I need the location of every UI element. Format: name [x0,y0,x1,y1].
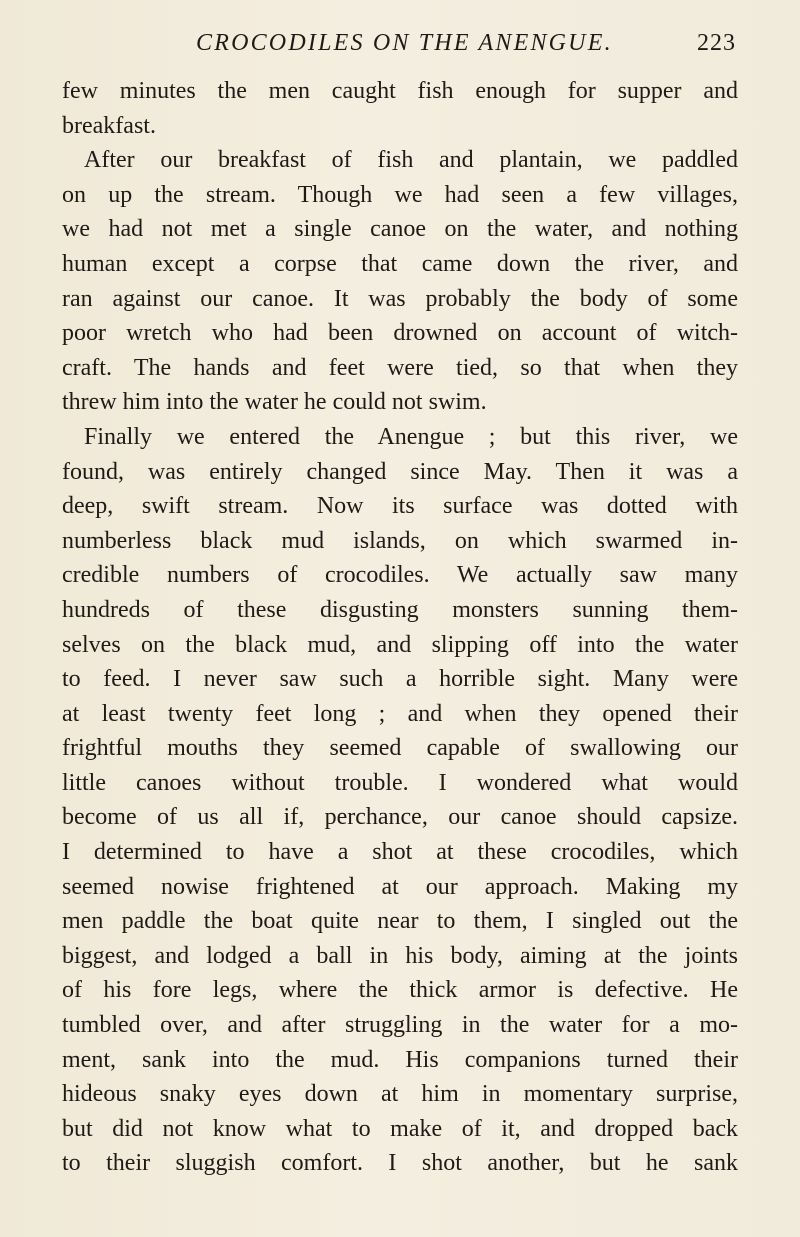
text-line: ment, sank into the mud. His companions turned their [62,1046,738,1073]
text-line: After our breakfast of fish and plantain, we paddled [84,147,738,174]
text-line: numberless black mud islands, on which swarmed in- [62,527,738,554]
text-line: but did not know what to make of it, and dropped back [62,1115,738,1142]
page-number: 223 [697,30,736,56]
text-line: I determined to have a shot at these crocodiles, which [62,839,738,866]
text-line: found, was entirely changed since May. Then it was a [62,458,738,485]
body-text [62,74,738,1181]
text-line: deep, swift stream. Now its surface was dotted with [62,493,738,520]
text-line: of his fore legs, where the thick armor is defective. He [62,977,738,1004]
text-line: to their sluggish comfort. I shot another, but he sank [62,1150,738,1177]
text-line: at least twenty feet long ; and when they opened their [62,700,738,727]
text-line: ran against our canoe. It was probably the body of some [62,285,738,312]
text-line: threw him into the water he could not swim. [62,389,487,416]
text-line: little canoes without trouble. I wondered what would [62,769,738,796]
text-line: on up the stream. Though we had seen a few villages, [62,181,738,208]
text-line: to feed. I never saw such a horrible sight. Many were [62,666,738,693]
running-title: CROCODILES ON THE ANENGUE. [196,30,613,56]
text-line: seemed nowise frightened at our approach. Making my [62,873,738,900]
text-line: become of us all if, perchance, our canoe should capsize. [62,804,738,831]
text-line: hideous snaky eyes down at him in momentary surprise, [62,1081,738,1108]
text-line: few minutes the men caught fish enough for supper and [62,78,738,104]
running-head [196,30,736,64]
text-line: hundreds of these disgusting monsters sunning them- [62,596,738,623]
text-line: craft. The hands and feet were tied, so that when they [62,354,738,381]
text-line: breakfast. [62,112,156,139]
text-line: biggest, and lodged a ball in his body, aiming at the joints [62,942,738,969]
text-line: credible numbers of crocodiles. We actually saw many [62,562,738,589]
text-line: human except a corpse that came down the river, and [62,250,738,277]
text-line: tumbled over, and after struggling in the water for a mo- [62,1012,738,1039]
text-line: selves on the black mud, and slipping off into the water [62,631,738,658]
text-line: we had not met a single canoe on the water, and nothing [62,216,738,243]
text-line: Finally we entered the Anengue ; but this river, we [84,423,738,450]
text-line: poor wretch who had been drowned on account of witch- [62,320,738,347]
text-line: frightful mouths they seemed capable of swallowing our [62,735,738,762]
text-line: men paddle the boat quite near to them, I singled out the [62,908,738,935]
